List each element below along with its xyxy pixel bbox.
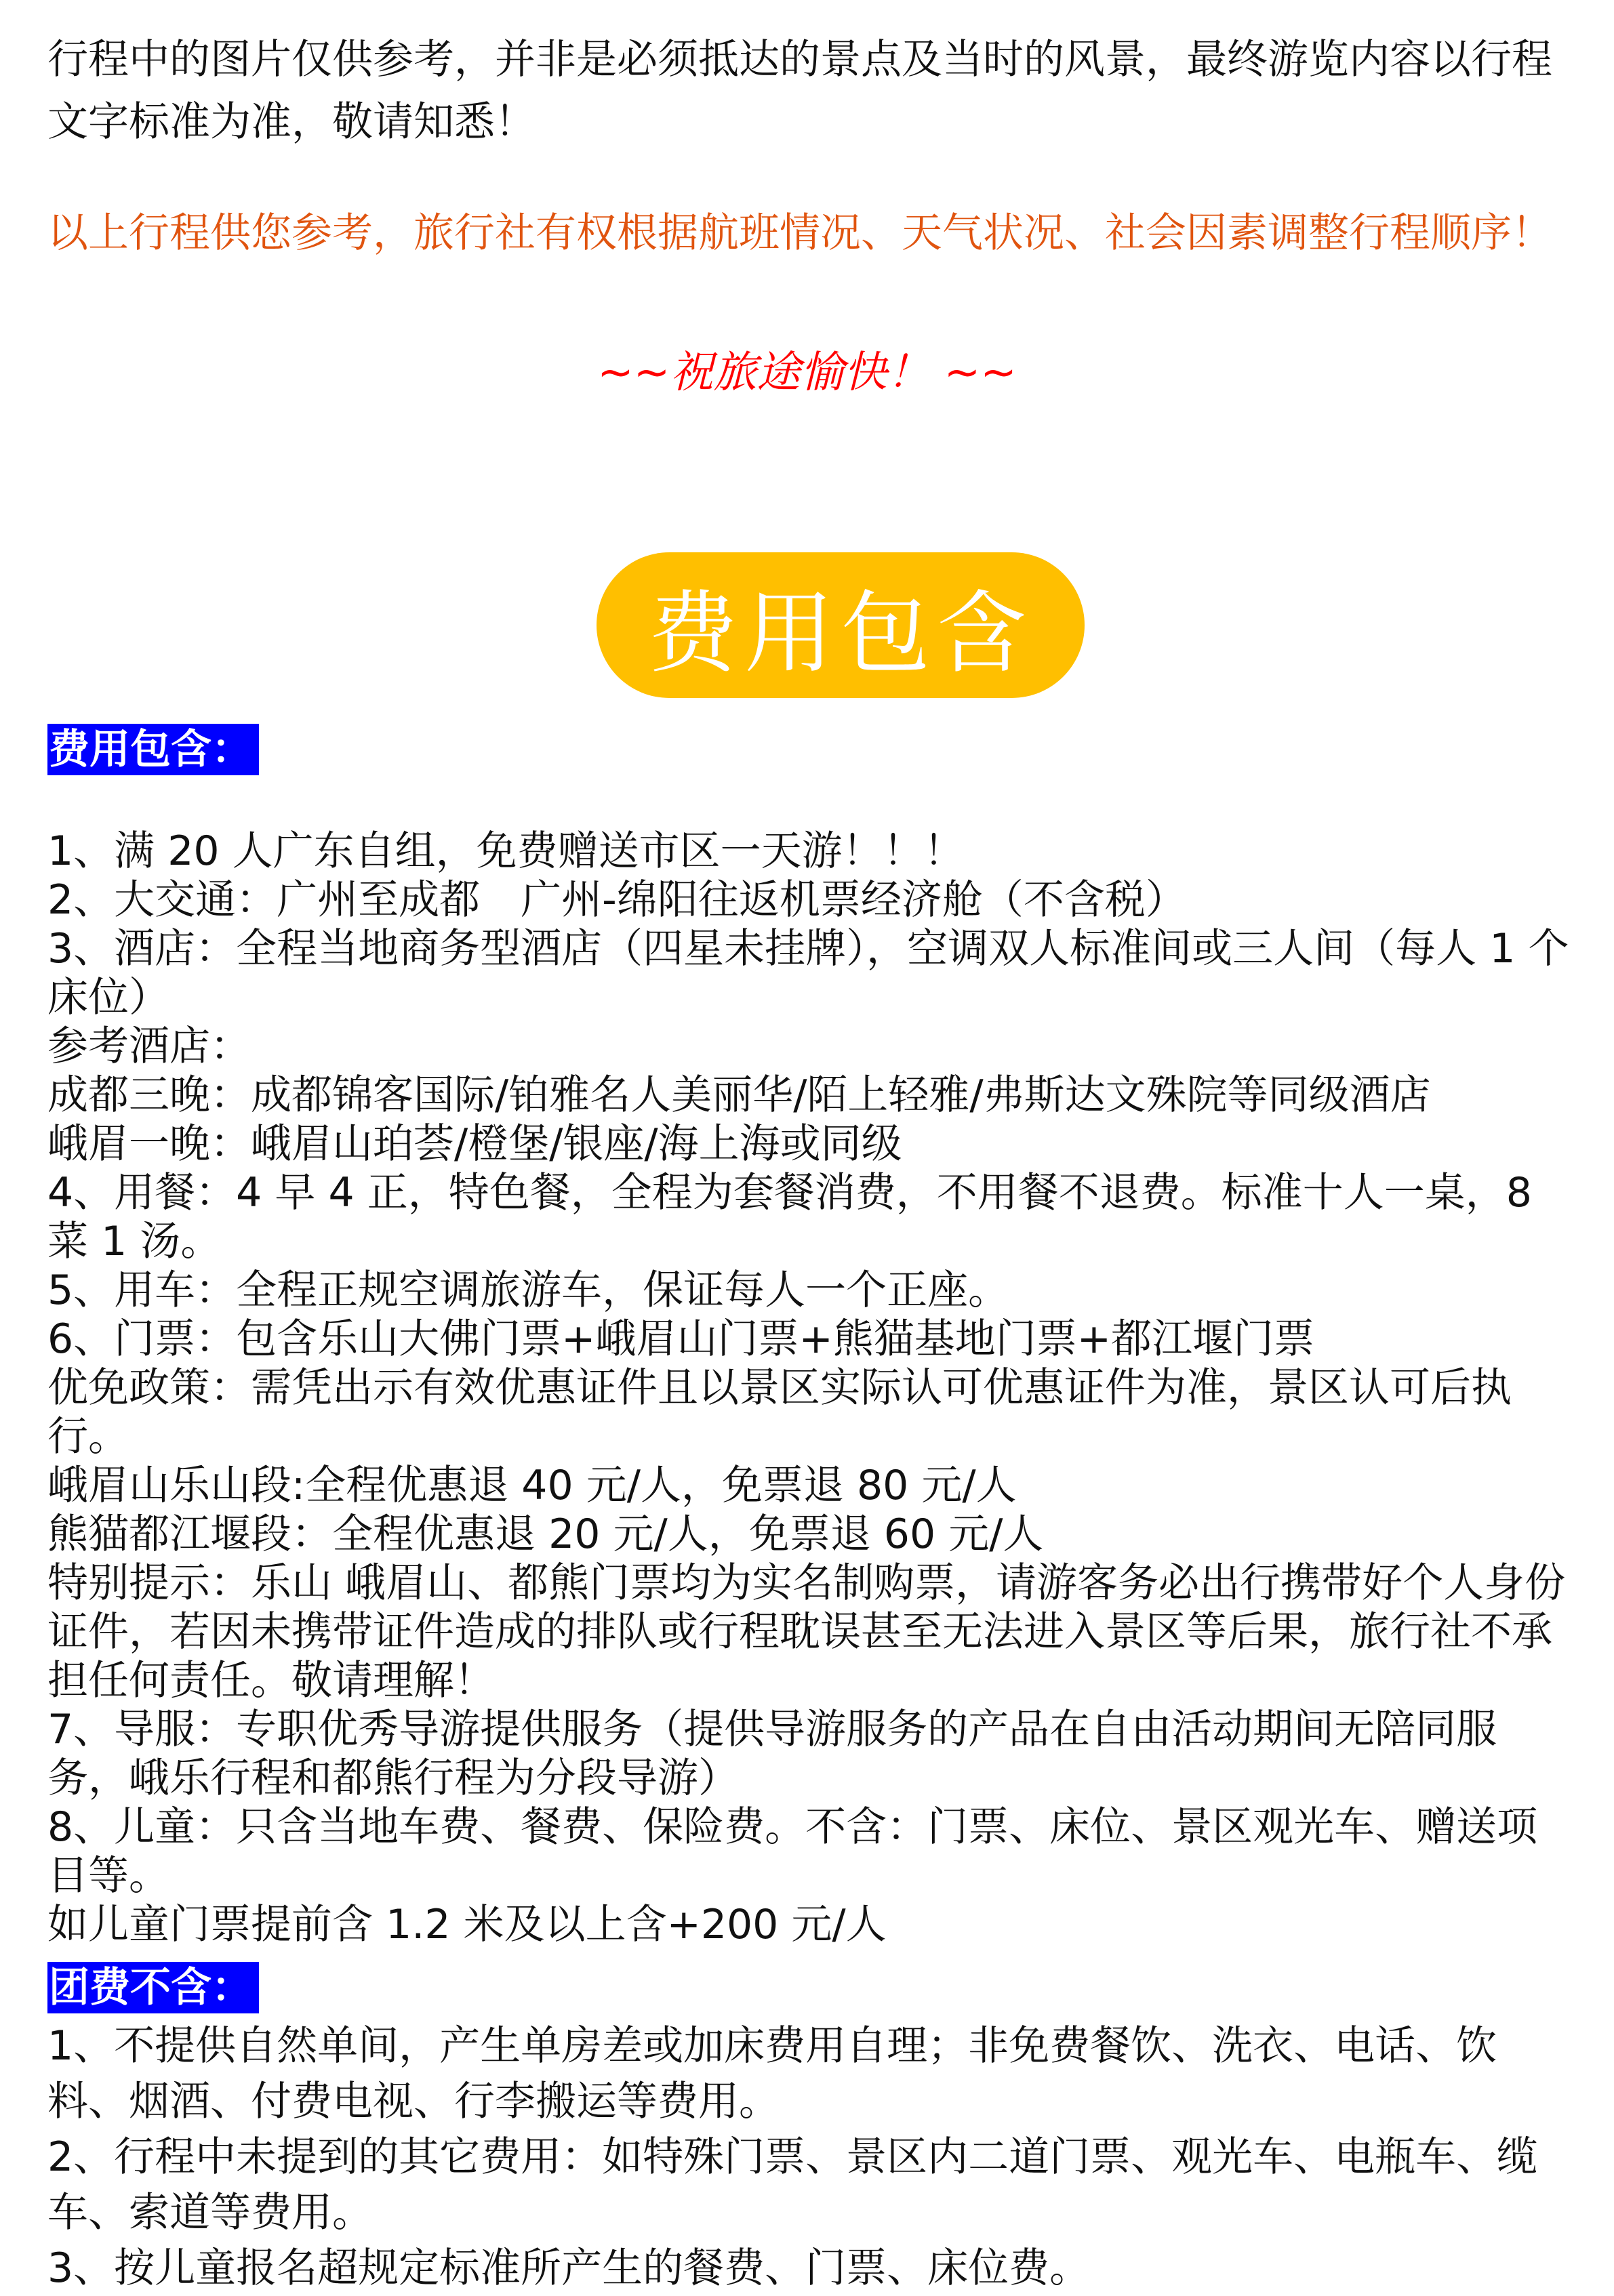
list-item: 8、儿童：只含当地车费、餐费、保险费。不含：门票、床位、景区观光车、赠送项目等。 bbox=[47, 1803, 1538, 1900]
travel-wish-text: ~~祝旅途愉快！ ~~ bbox=[597, 348, 1017, 398]
list-item: 2、行程中未提到的其它费用：如特殊门票、景区内二道门票、观光车、电瓶车、缆车、索道等费用。 bbox=[47, 2133, 1538, 2236]
list-item: 1、不提供自然单间，产生单房差或加床费用自理；非免费餐饮、洗衣、电话、饮料、烟酒、付费电视、行李搬运等费用。 bbox=[47, 2022, 1497, 2125]
list-item: 参考酒店： bbox=[47, 1023, 251, 1070]
list-item: 3、酒店：全程当地商务型酒店（四星未挂牌），空调双人标准间或三人间（每人 1 个床位） bbox=[47, 925, 1569, 1021]
list-item: 峨眉山乐山段:全程优惠退 40 元/人，免票退 80 元/人 bbox=[47, 1462, 1017, 1509]
list-item: 5、用车：全程正规空调旅游车，保证每人一个正座。 bbox=[47, 1267, 1009, 1314]
list-item: 1、满 20 人广东自组，免费赠送市区一天游！！！ bbox=[47, 827, 965, 875]
fee-included-banner-label: 费用包含 bbox=[648, 581, 1033, 686]
list-item: 峨眉一晚：峨眉山珀荟/橙堡/银座/海上海或同级 bbox=[47, 1120, 902, 1168]
itinerary-adjustment-note: 以上行程供您参考，旅行社有权根据航班情况、天气状况、社会因素调整行程顺序！ bbox=[47, 209, 1552, 257]
fee-included-list bbox=[47, 827, 1573, 1949]
list-item: 如儿童门票提前含 1.2 米及以上含+200 元/人 bbox=[47, 1901, 887, 1948]
fee-excluded-list bbox=[47, 2018, 1573, 2296]
list-item: 3、按儿童报名超规定标准所产生的餐费、门票、床位费。 bbox=[47, 2244, 1091, 2292]
list-item: 2、大交通：广州至成都 广州-绵阳往返机票经济舱（不含税） bbox=[47, 876, 1186, 924]
image-disclaimer-text: 行程中的图片仅供参考，并非是必须抵达的景点及当时的风景，最终游览内容以行程文字标准为准，敬请知悉！ bbox=[47, 36, 1552, 146]
fee-included-banner bbox=[597, 552, 1085, 698]
list-item: 6、门票：包含乐山大佛门票+峨眉山门票+熊猫基地门票+都江堰门票 bbox=[47, 1315, 1314, 1363]
list-item: 熊猫都江堰段：全程优惠退 20 元/人，免票退 60 元/人 bbox=[47, 1511, 1044, 1558]
fee-excluded-heading: 团费不含： bbox=[47, 1962, 259, 2013]
list-item: 成都三晚：成都锦客国际/铂雅名人美丽华/陌上轻雅/弗斯达文殊院等同级酒店 bbox=[47, 1071, 1431, 1119]
list-item: 优免政策：需凭出示有效优惠证件且以景区实际认可优惠证件为准，景区认可后执行。 bbox=[47, 1364, 1512, 1460]
fee-included-heading: 费用包含： bbox=[47, 724, 259, 775]
list-item: 7、导服：专职优秀导游提供服务（提供导游服务的产品在自由活动期间无陪同服务，峨乐行程和都熊行程为分段导游） bbox=[47, 1706, 1497, 1802]
list-item: 特别提示：乐山 峨眉山、都熊门票均为实名制购票，请游客务必出行携带好个人身份证件，若因未携带证件造成的排队或行程耽误甚至无法进入景区等后果，旅行社不承担任何责任。敬请理解！ bbox=[47, 1559, 1566, 1704]
list-item: 4、用餐：4 早 4 正，特色餐，全程为套餐消费，不用餐不退费。标准十人一桌，8 菜 1 汤。 bbox=[47, 1169, 1532, 1265]
